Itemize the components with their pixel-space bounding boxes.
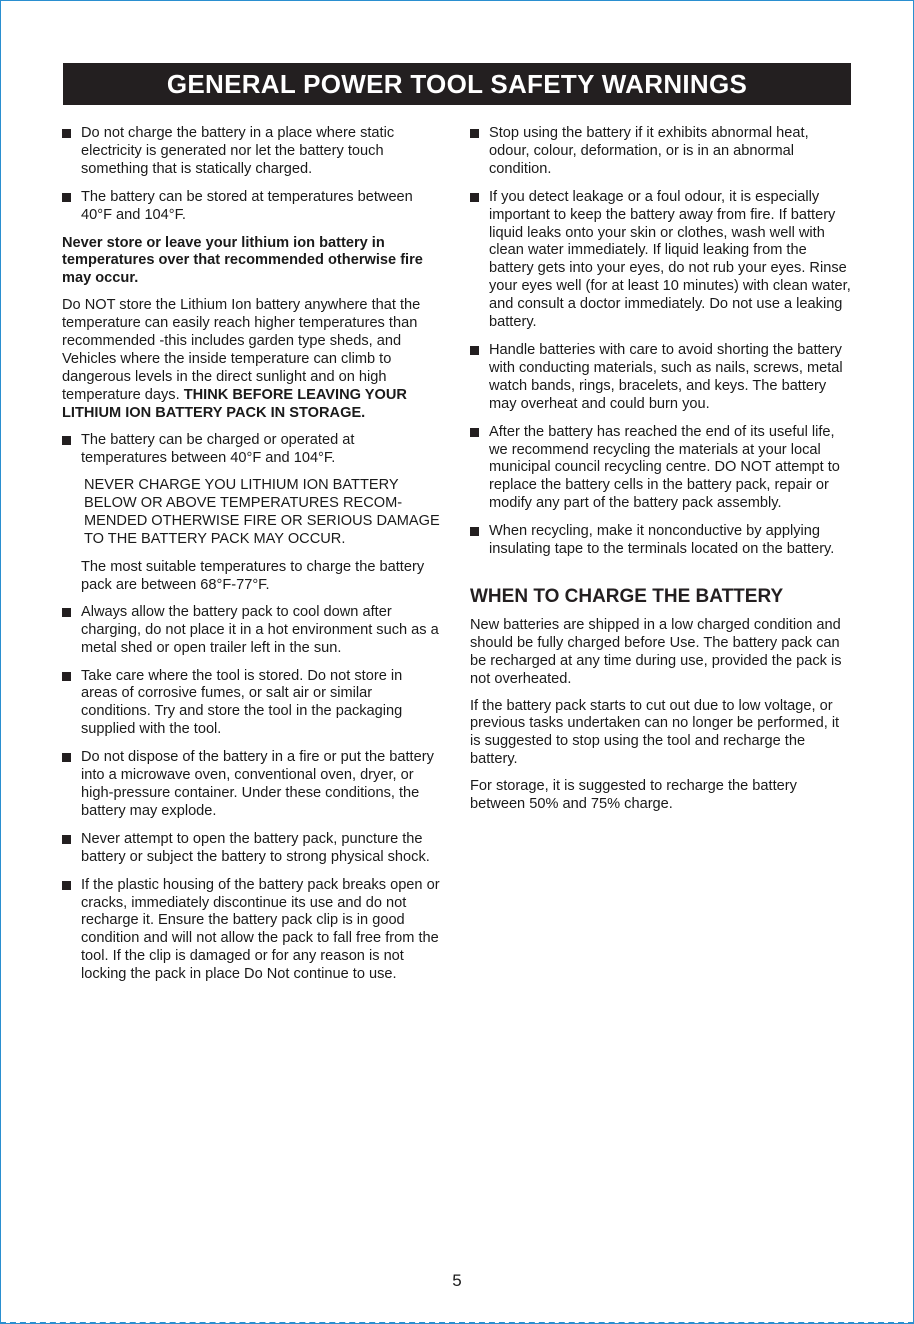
list-item-text: If the plastic housing of the battery pack breaks open or cracks, immediately discontinue its use and do not recharge it. Ensure the battery pack clip is in good condition and will not allow the pack to fall free from the tool. If the clip is damaged or for any reason is not locking the pack in place Do Not continue to use. [81,876,440,983]
list-item-text: The battery can be charged or operated at temperatures between 40°F and 104°F. [81,431,355,466]
storage-paragraph [62,297,442,422]
storage-emphasis: THINK BEFORE LEAVING YOUR LITHIUM ION BATTERY PACK IN STORAGE. [62,386,407,421]
charging-caps-warning: NEVER CHARGE YOU LITHIUM ION BATTERY BELOW OR ABOVE TEMPERATURES RECOM-MENDED OTHERWISE FIRE OR SERIOUS DAMAGE TO THE BATTERY PACK MAY OCCUR. [84,477,440,548]
charge-paragraph: New batteries are shipped in a low charged condition and should be fully charged before Use. The battery pack can be recharged at any time during use, provided the pack is not overheated. [470,616,842,687]
list-item-text: Take care where the tool is stored. Do not store in areas of corrosive fumes, or salt air or similar conditions. Try and store the tool in the packaging supplied with the tool. [81,667,403,738]
bullet-square-icon [62,753,71,762]
list-item-text: Do not charge the battery in a place where static electricity is generated nor let the battery touch something that is statically charged. [81,125,395,177]
bullet-square-icon [62,436,71,445]
page-title: GENERAL POWER TOOL SAFETY WARNINGS [166,68,748,99]
storage-warning: Never store or leave your lithium ion battery in temperatures over that recommended otherwise fire may occur. [62,234,423,287]
suitable-temperature-note: The most suitable temperatures to charge the battery pack are between 68°F-77°F. [81,559,425,593]
bullet-square-icon [470,346,479,355]
section-banner [63,63,851,105]
list-item [62,125,442,179]
list-item [470,342,852,414]
charge-paragraph: For storage, it is suggested to recharge the battery between 50% and 75% charge. [470,778,797,813]
bullet-square-icon [470,129,479,138]
bullet-square-icon [470,193,479,202]
bullet-square-icon [62,129,71,138]
list-item-text: The battery can be stored at temperatures between 40°F and 104°F. [81,188,413,223]
list-item-text: Handle batteries with care to avoid shorting the battery with conducting materials, such as nails, screws, metal watch bands, rings, bracelets, and keys. The battery may overheat and could burn you. [489,341,843,412]
bullet-square-icon [62,881,71,890]
list-item [62,877,442,984]
list-item [62,604,442,658]
list-item [62,668,442,740]
list-item-text: Always allow the battery pack to cool down after charging, do not place it in a hot environment such as a metal shed or open trailer left in the sun. [81,603,439,656]
page-number: 5 [452,1271,462,1290]
bullet-square-icon [62,672,71,681]
list-item-text: Do not dispose of the battery in a fire or put the battery into a microwave oven, conventional oven, dryer, or high-pressure container. Under these conditions, the battery may explode. [81,749,434,819]
list-item [470,523,852,559]
bullet-square-icon [470,527,479,536]
list-item [470,125,852,179]
storage-text: Do NOT store the Lithium Ion battery anywhere that the temperature can easily reach higher temperatures than recommended -this includes garden type sheds, and Vehicles where the inside temperature can climb to dangerous levels in the direct sunlight and on high temperature days. [62,297,421,403]
list-item [62,189,442,225]
bullet-square-icon [470,428,479,437]
list-item-text: Never attempt to open the battery pack, puncture the battery or subject the battery to strong physical shock. [81,830,430,865]
right-column [470,125,852,823]
list-item [62,831,442,867]
left-column [62,125,442,994]
bullet-square-icon [62,835,71,844]
bullet-square-icon [62,608,71,617]
list-item-text: When recycling, make it nonconductive by applying insulating tape to the terminals located on the battery. [489,523,835,558]
list-item [62,432,442,468]
list-item [62,749,442,821]
list-item [470,189,852,332]
bullet-square-icon [62,193,71,202]
charge-paragraph: If the battery pack starts to cut out due to low voltage, or previous tasks undertaken can no longer be performed, it is suggested to stop using the tool and recharge the battery. [470,697,840,768]
list-item-text: Stop using the battery if it exhibits abnormal heat, odour, colour, deformation, or is in an abnormal condition. [489,125,809,177]
list-item-text: If you detect leakage or a foul odour, it is especially important to keep the battery away from fire. If battery liquid leaks onto your skin or clothes, wash well with clean water immediately. If liquid leaking from the battery gets into your eyes, do not rub your eyes. Rinse your eyes well (for at least 10 minutes) with clean water, and consult a doctor immediately. Do not use a leaking battery. [489,188,851,331]
list-item-text: After the battery has reached the end of its useful life, we recommend recycling the materials at your local municipal council recycling centre. DO NOT attempt to replace the battery cells in the battery pack, repair or modify any part of the battery pack assembly. [489,423,840,512]
list-item [470,424,852,514]
charge-section-heading: WHEN TO CHARGE THE BATTERY [470,585,784,607]
